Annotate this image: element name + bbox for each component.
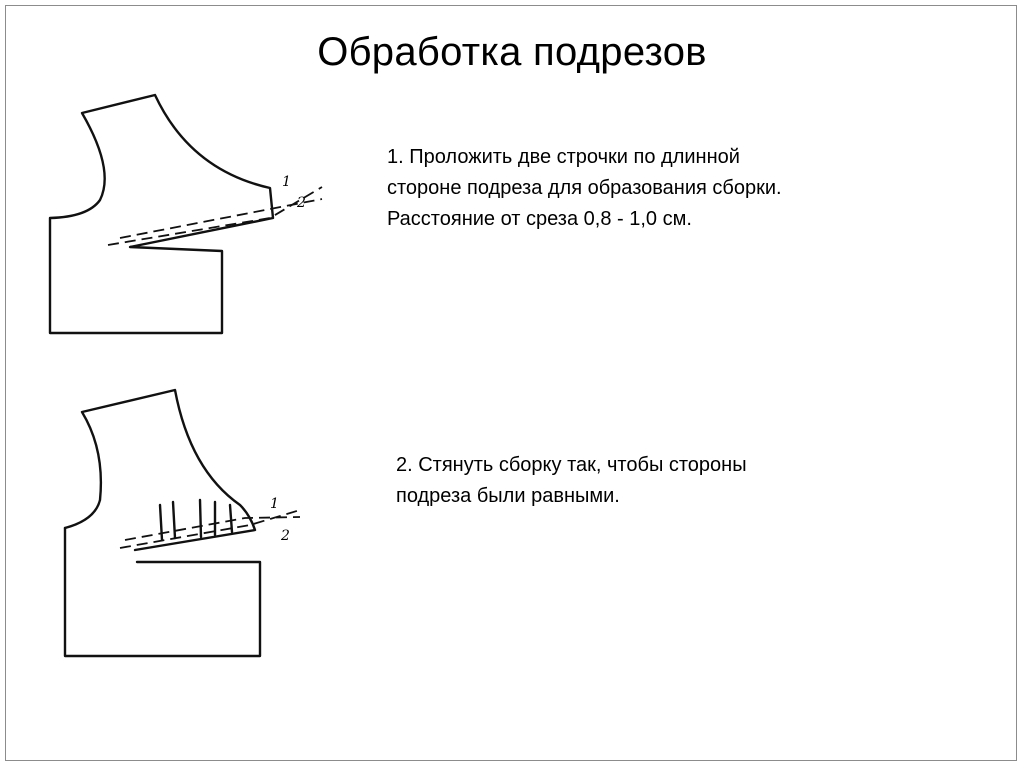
- stitch-line-2: [120, 199, 322, 238]
- step-1-line: Расстояние от среза 0,8 - 1,0 см.: [387, 208, 692, 230]
- figure-stitch-lines: [40, 95, 340, 345]
- stitch-label-2: 2: [281, 528, 290, 544]
- slide-title: Обработка подрезов: [317, 30, 707, 74]
- stitch-label-1: 1: [270, 496, 279, 512]
- stitch-label-2: 2: [297, 195, 306, 211]
- step-2-line: 2. Стянуть сборку так, чтобы стороны: [396, 454, 747, 476]
- gather-fold: [200, 500, 201, 537]
- stitch-line-1: [108, 187, 322, 245]
- stitch-label-1: 1: [282, 174, 291, 190]
- step-1-text: [387, 142, 782, 235]
- step-2-line: подреза были равными.: [396, 485, 620, 507]
- stitch-line-1: [120, 510, 300, 548]
- step-2-text: [396, 450, 747, 512]
- pattern-drawing-1: [40, 95, 340, 345]
- step-1-line: стороне подреза для образования сборки.: [387, 177, 782, 199]
- pattern-lower-outline: [65, 528, 260, 656]
- pattern-drawing-2: [55, 390, 325, 660]
- gather-fold: [173, 502, 175, 538]
- figure-gathering: [55, 390, 325, 660]
- step-1-line: 1. Проложить две строчки по длинной: [387, 146, 740, 168]
- gather-fold: [160, 505, 162, 540]
